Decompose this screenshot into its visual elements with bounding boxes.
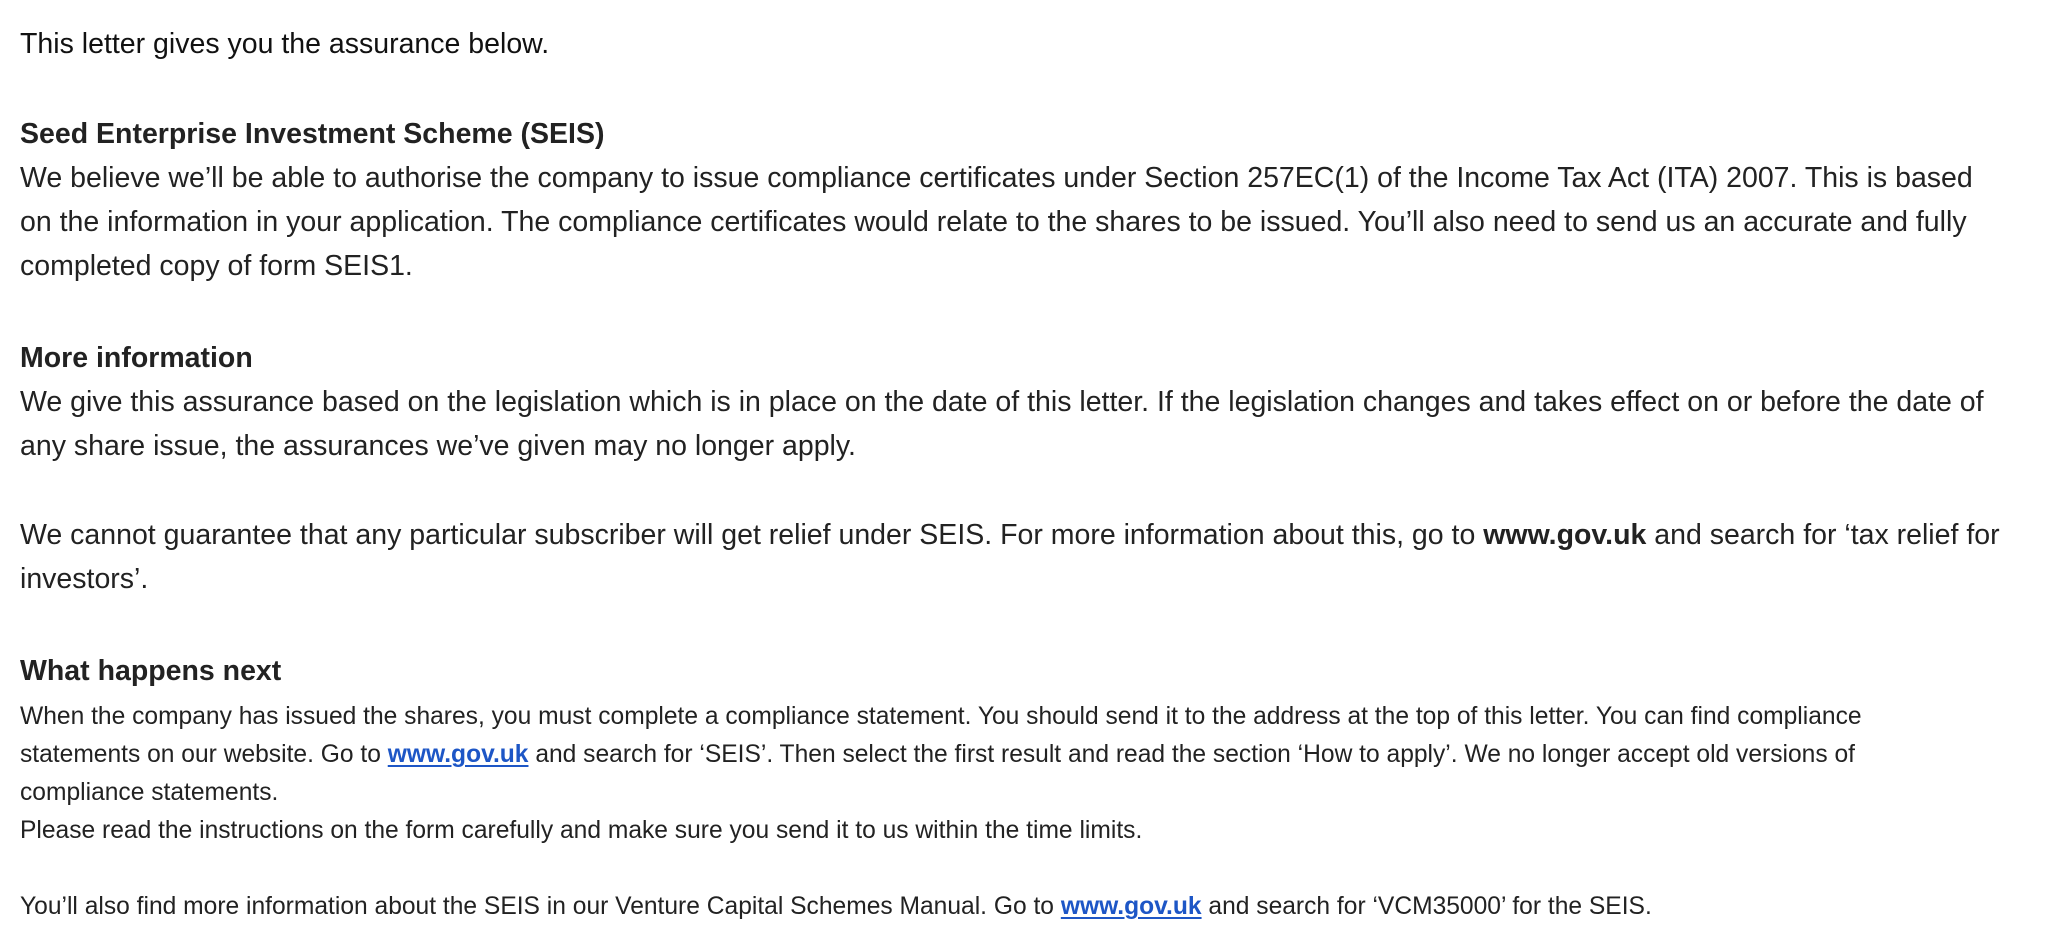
next-paragraph-line: Please read the instructions on the form carefully and make sure you send it to us within the time limits. (20, 817, 1143, 844)
next-paragraph-line: When the company has issued the shares, you must complete a compliance statement. You should send it to the address at the top of this letter. You can find compliance (20, 703, 1862, 730)
intro-text: This letter gives you the assurance below. (20, 28, 550, 60)
section-heading-seis: Seed Enterprise Investment Scheme (SEIS) (20, 118, 605, 150)
next-paragraph-line: compliance statements. (20, 779, 279, 806)
manual-text: and search for ‘VCM35000’ for the SEIS. (1201, 893, 1652, 920)
more-info-paragraph-line: any share issue, the assurances we’ve given may no longer apply. (20, 430, 856, 462)
relief-text: We cannot guarantee that any particular subscriber will get relief under SEIS. For more information about this, go to (20, 519, 1484, 551)
section-heading-more-information: More information (20, 342, 253, 374)
manual-paragraph-line (20, 893, 1652, 921)
seis-paragraph-line: We believe we’ll be able to authorise the company to issue compliance certificates under Section 257EC(1) of the Income Tax Act (ITA) 2007. This is based (20, 162, 1973, 194)
govuk-bold-text: www.gov.uk (1483, 519, 1647, 551)
govuk-link[interactable]: www.gov.uk (1060, 893, 1202, 920)
relief-paragraph-line (20, 519, 2000, 552)
seis-paragraph-line: on the information in your application. The compliance certificates would relate to the shares to be issued. You’ll also need to send us an accurate and fully (20, 206, 1967, 238)
section-heading-what-happens-next: What happens next (20, 655, 282, 687)
seis-paragraph-line: completed copy of form SEIS1. (20, 250, 413, 282)
more-info-paragraph-line: We give this assurance based on the legislation which is in place on the date of this letter. If the legislation changes and takes effect on or before the date of (20, 386, 1984, 418)
next-paragraph-line (20, 741, 1855, 769)
next-text: and search for ‘SEIS’. Then select the first result and read the section ‘How to apply’. We no longer accept old versions of (528, 741, 1855, 768)
relief-text: and search for ‘tax relief for (1646, 519, 2000, 551)
relief-paragraph-line: investors’. (20, 563, 149, 595)
govuk-link[interactable]: www.gov.uk (387, 741, 529, 768)
next-text: statements on our website. Go to (20, 741, 388, 768)
manual-text: You’ll also find more information about the SEIS in our Venture Capital Schemes Manual. Go to (20, 893, 1061, 920)
